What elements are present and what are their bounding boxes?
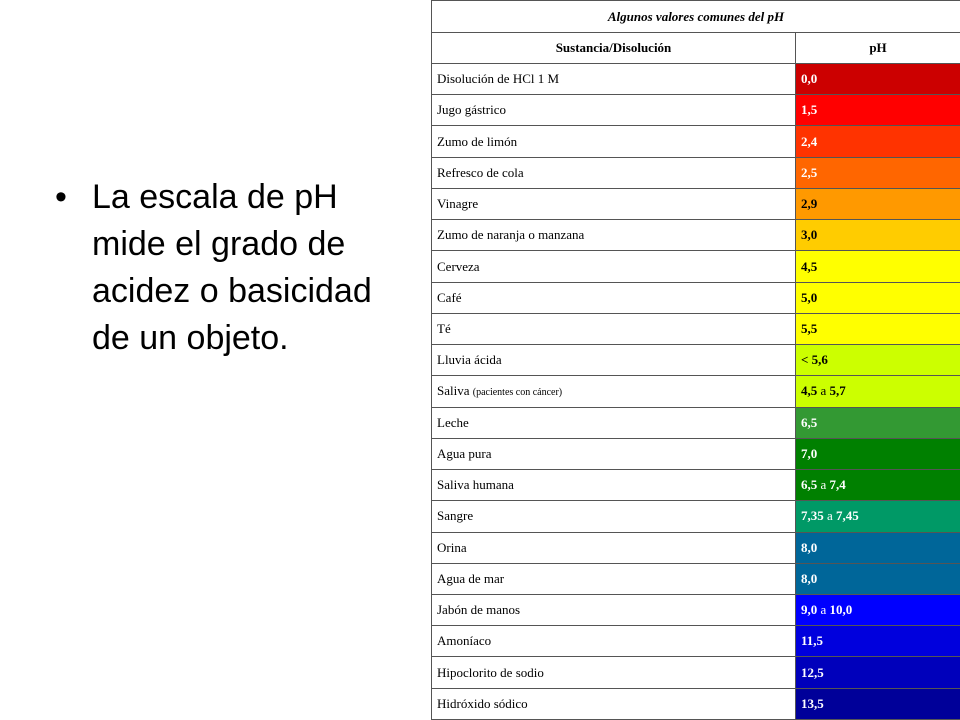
table-title-row — [432, 1, 960, 33]
ph-value: 3,0 — [801, 227, 818, 243]
substance-cell — [432, 282, 796, 313]
ph-value-cell — [796, 95, 960, 126]
table-row — [432, 594, 960, 625]
table-header-row — [432, 33, 960, 64]
ph-value-cell — [796, 188, 960, 219]
table-row — [432, 626, 960, 657]
substance-cell — [432, 470, 796, 501]
substance-cell — [432, 501, 796, 532]
ph-table — [431, 0, 960, 720]
ph-value: 2,4 — [801, 133, 818, 149]
column-header-ph: pH — [796, 33, 960, 64]
ph-value: < 5,6 — [801, 352, 828, 368]
ph-value: 5,0 — [801, 289, 818, 305]
ph-value-cell — [796, 594, 960, 625]
substance-name: Refresco de cola — [437, 164, 524, 180]
ph-value: 8,0 — [801, 539, 818, 555]
substance-cell — [432, 313, 796, 344]
ph-value-end: 7,45 — [836, 508, 859, 524]
substance-name: Zumo de limón — [437, 133, 518, 149]
ph-range-separator: a — [820, 477, 827, 493]
substance-cell — [432, 626, 796, 657]
ph-value: 2,5 — [801, 164, 818, 180]
ph-value-end: 7,4 — [829, 477, 846, 493]
substance-cell — [432, 688, 796, 719]
ph-value-cell — [796, 345, 960, 376]
table-row — [432, 376, 960, 407]
table-row — [432, 345, 960, 376]
ph-value-cell — [796, 157, 960, 188]
ph-value-end: 10,0 — [829, 602, 853, 618]
substance-name: Agua pura — [437, 445, 492, 461]
substance-cell — [432, 220, 796, 251]
substance-cell — [432, 345, 796, 376]
ph-value-cell — [796, 657, 960, 688]
substance-name: Saliva — [437, 383, 470, 399]
ph-value-cell — [796, 626, 960, 657]
substance-cell — [432, 251, 796, 282]
ph-value: 0,0 — [801, 71, 818, 87]
bullet-marker: • — [55, 178, 67, 216]
ph-range-separator: a — [827, 508, 833, 524]
table-row — [432, 188, 960, 219]
table-title: Algunos valores comunes del pH — [432, 1, 960, 33]
ph-value: 12,5 — [801, 664, 824, 680]
ph-value-cell — [796, 126, 960, 157]
substance-name: Disolución de HCl 1 M — [437, 71, 560, 87]
substance-name: Amoníaco — [437, 633, 492, 649]
table-row — [432, 313, 960, 344]
table-row — [432, 251, 960, 282]
substance-name: Hipoclorito de sodio — [437, 664, 544, 680]
table-row — [432, 563, 960, 594]
substance-name: Jabón de manos — [437, 602, 521, 618]
ph-value-end: 5,7 — [829, 383, 846, 399]
ph-value-cell — [796, 251, 960, 282]
substance-cell — [432, 438, 796, 469]
substance-cell — [432, 64, 796, 95]
substance-cell — [432, 188, 796, 219]
substance-cell — [432, 563, 796, 594]
ph-value-cell — [796, 438, 960, 469]
substance-name: Sangre — [437, 508, 474, 524]
substance-cell — [432, 657, 796, 688]
ph-value: 7,0 — [801, 445, 818, 461]
table-row — [432, 282, 960, 313]
substance-name: Té — [437, 320, 451, 336]
ph-value: 7,35 — [801, 508, 824, 524]
table-row — [432, 501, 960, 532]
substance-cell — [432, 95, 796, 126]
substance-name: Vinagre — [437, 196, 479, 212]
substance-name: Hidróxido sódico — [437, 695, 528, 711]
substance-cell — [432, 126, 796, 157]
table-row — [432, 407, 960, 438]
substance-name: Agua de mar — [437, 570, 505, 586]
ph-value-cell — [796, 376, 960, 407]
substance-cell — [432, 594, 796, 625]
table-row — [432, 657, 960, 688]
ph-value-cell — [796, 407, 960, 438]
ph-range-separator: a — [820, 383, 827, 399]
table-row — [432, 126, 960, 157]
table-row — [432, 157, 960, 188]
table-row — [432, 532, 960, 563]
substance-name: Cerveza — [437, 258, 480, 274]
table-body — [432, 64, 960, 720]
column-header-substance: Sustancia/Disolución — [432, 33, 796, 64]
ph-value-cell — [796, 282, 960, 313]
ph-value: 4,5 — [801, 258, 818, 274]
ph-value: 9,0 — [801, 602, 818, 618]
ph-value-cell — [796, 563, 960, 594]
ph-value: 11,5 — [801, 633, 824, 649]
ph-value-cell — [796, 470, 960, 501]
ph-value: 8,0 — [801, 570, 818, 586]
ph-value: 6,5 — [801, 477, 818, 493]
substance-note: (pacientes con cáncer) — [472, 387, 563, 399]
ph-range-separator: a — [820, 602, 827, 618]
bullet-text: La escala de pH mide el grado de acidez o basicidad de un objeto. — [92, 178, 372, 357]
ph-value-cell — [796, 220, 960, 251]
substance-name: Lluvia ácida — [437, 352, 502, 368]
substance-name: Café — [437, 289, 462, 305]
ph-value-cell — [796, 532, 960, 563]
substance-cell — [432, 376, 796, 407]
ph-value: 6,5 — [801, 414, 818, 430]
ph-value-cell — [796, 688, 960, 719]
ph-value-cell — [796, 501, 960, 532]
ph-value: 5,5 — [801, 320, 818, 336]
ph-value-cell — [796, 313, 960, 344]
substance-name: Orina — [437, 539, 467, 555]
table-row — [432, 64, 960, 95]
table-row — [432, 220, 960, 251]
table-row — [432, 470, 960, 501]
substance-cell — [432, 532, 796, 563]
ph-value-cell — [796, 64, 960, 95]
substance-name: Jugo gástrico — [437, 102, 506, 118]
substance-cell — [432, 407, 796, 438]
substance-name: Zumo de naranja o manzana — [437, 227, 585, 243]
ph-value: 2,9 — [801, 196, 818, 212]
substance-name: Leche — [437, 414, 469, 430]
substance-cell — [432, 157, 796, 188]
table-row — [432, 688, 960, 719]
ph-value: 4,5 — [801, 383, 818, 399]
table-row — [432, 95, 960, 126]
ph-value: 1,5 — [801, 102, 818, 118]
ph-value: 13,5 — [801, 695, 824, 711]
substance-name: Saliva humana — [437, 477, 514, 493]
table-row — [432, 438, 960, 469]
